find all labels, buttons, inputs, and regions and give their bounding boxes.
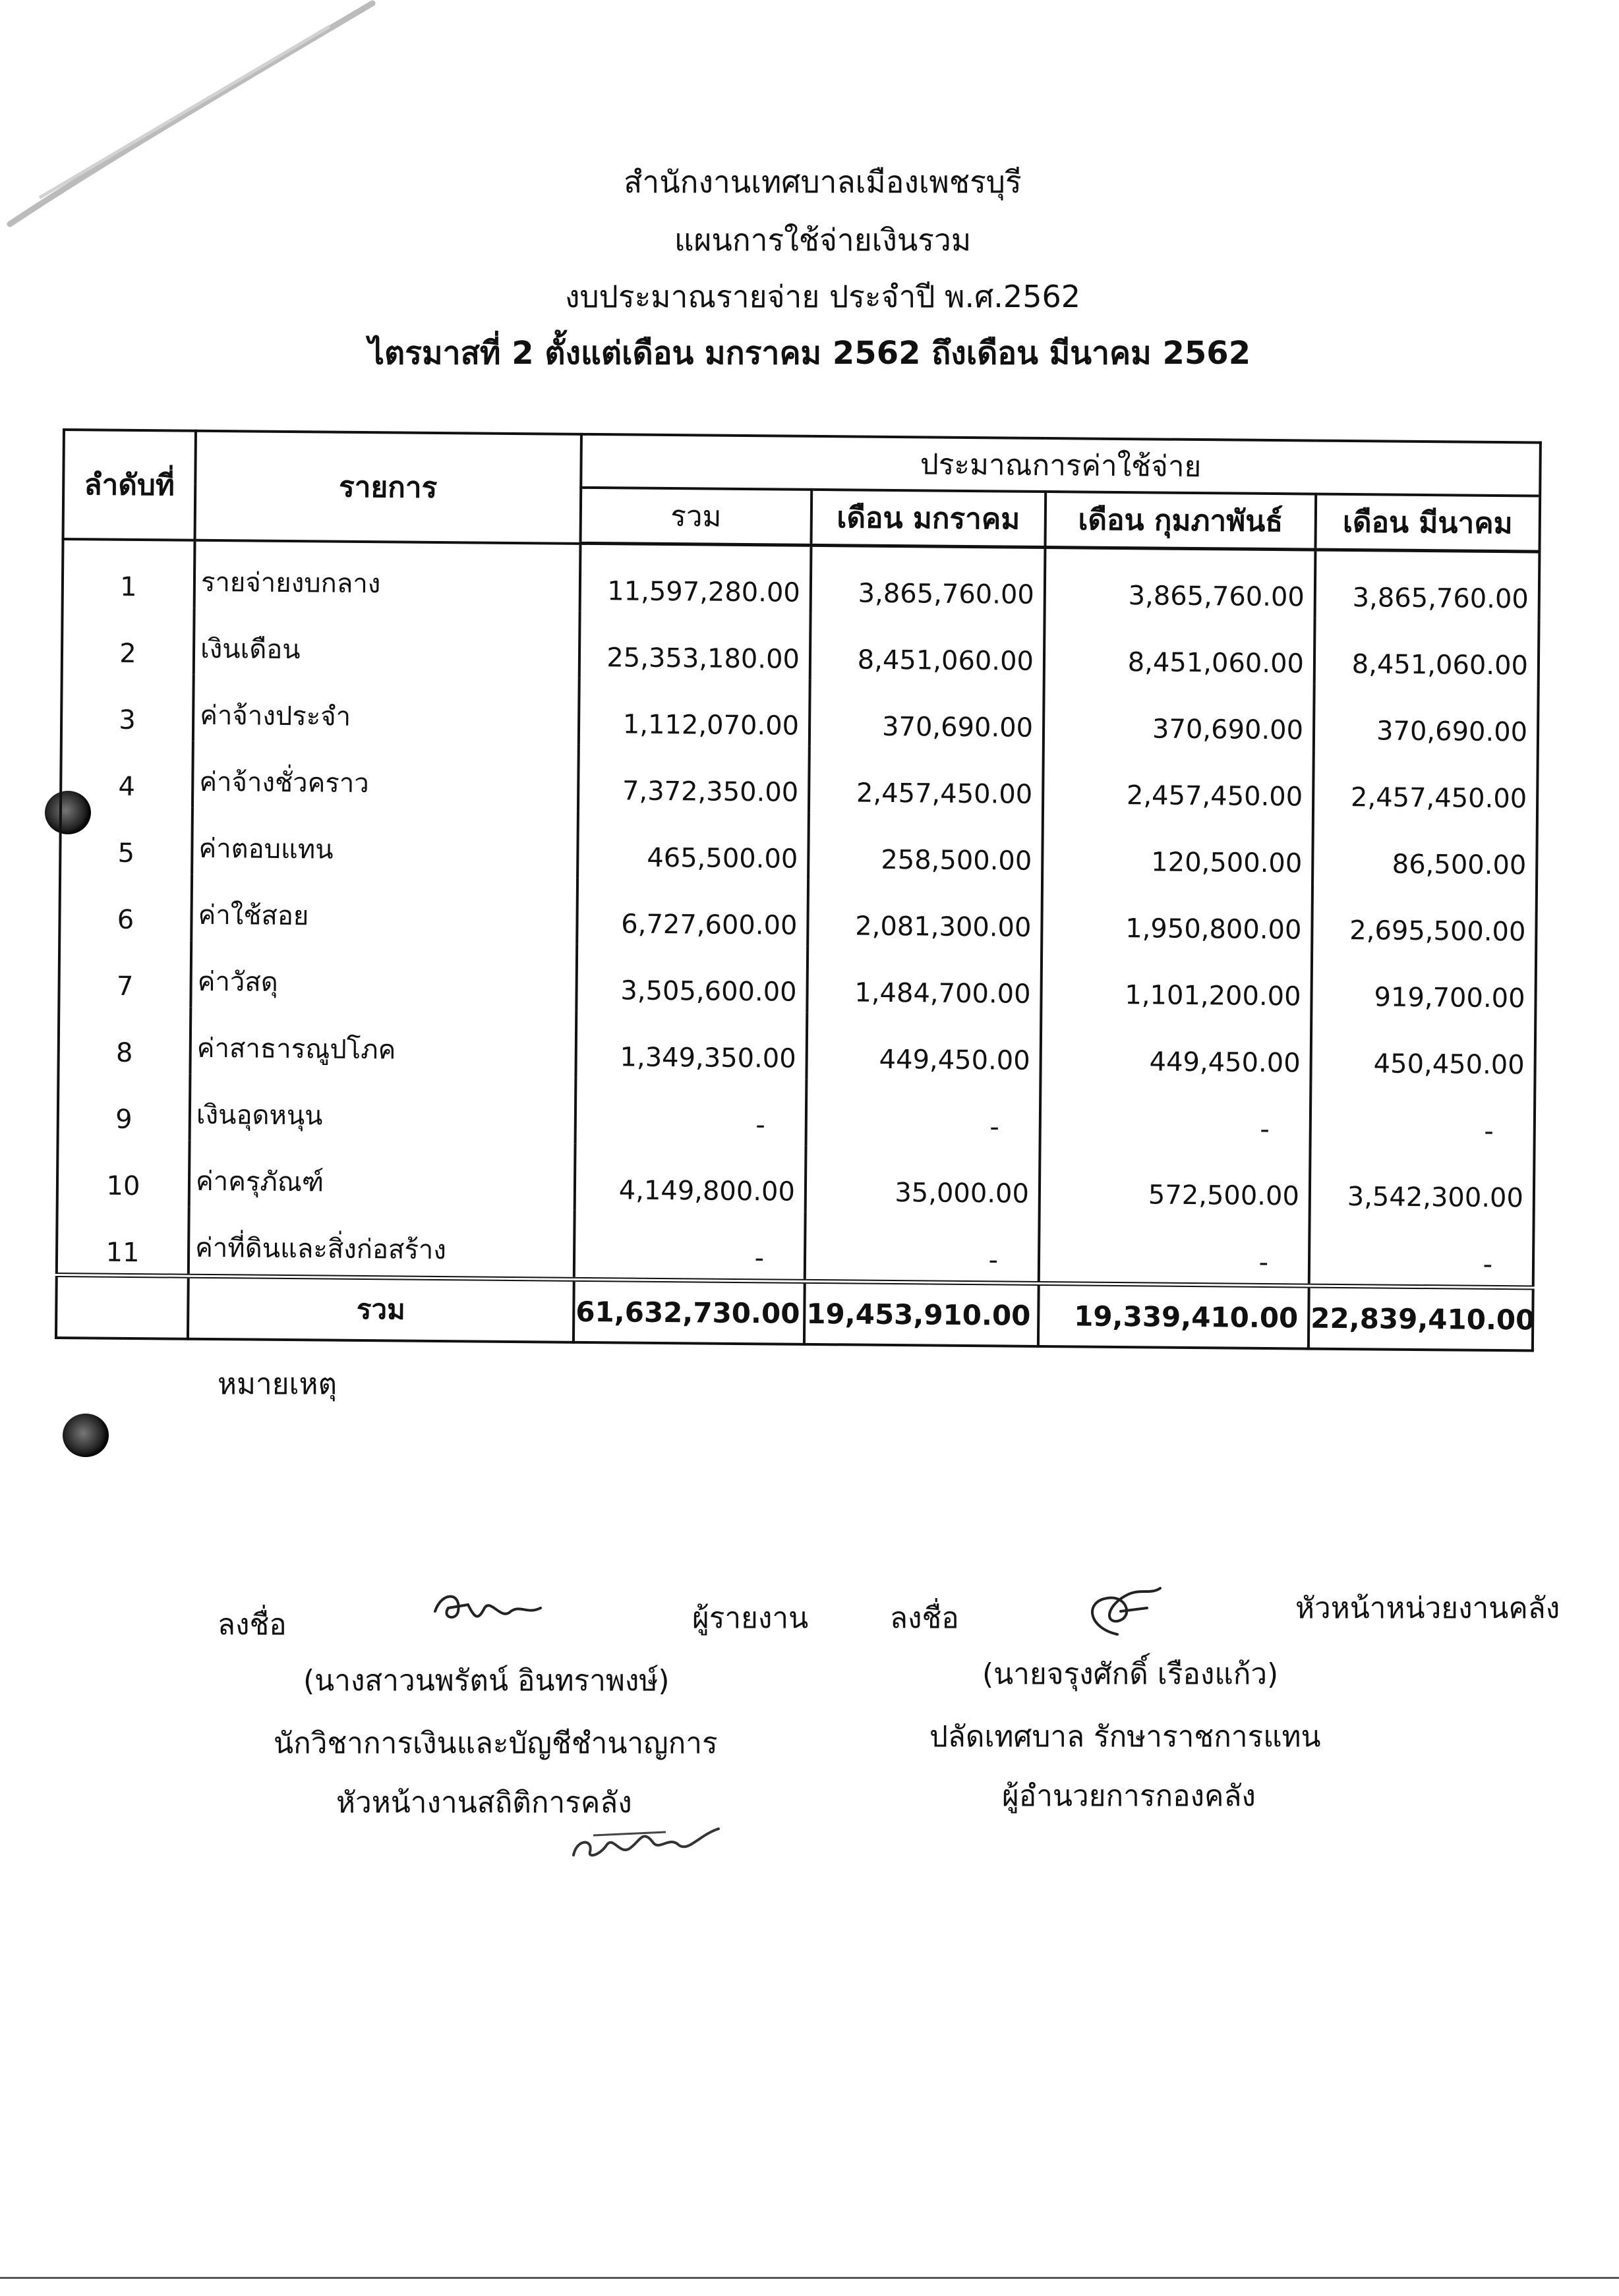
row-feb: 8,451,060.00 [1044, 616, 1315, 685]
col-header-no: ลำดับที่ [63, 430, 196, 540]
row-mar: - [1309, 1217, 1534, 1288]
row-no: 7 [59, 940, 191, 1008]
row-total: 465,500.00 [577, 811, 809, 880]
table-row [57, 1139, 1535, 1219]
office-name: สำนักงานเทศบาลเมืองเพชรบุรี [624, 164, 1022, 200]
row-mar: 3,542,300.00 [1310, 1151, 1535, 1219]
row-jan: 449,450.00 [806, 1013, 1041, 1081]
row-no: 9 [58, 1073, 191, 1141]
row-item: รายจ่ายงบกลาง [194, 540, 581, 612]
row-jan: - [805, 1213, 1040, 1284]
row-no: 4 [61, 740, 193, 808]
plan-title: แผนการใช้จ่ายเงินรวม [674, 222, 972, 258]
table-row [58, 1073, 1535, 1153]
row-no: 5 [60, 807, 192, 875]
left-signature [428, 1585, 547, 1631]
table-row [62, 607, 1539, 687]
row-mar: 2,457,450.00 [1313, 751, 1538, 820]
row-no: 1 [63, 539, 195, 608]
row-no: 3 [61, 674, 194, 741]
row-no: 8 [58, 1006, 191, 1074]
table-row [63, 539, 1540, 620]
sum-jan: 19,453,910.00 [804, 1281, 1039, 1346]
row-jan: 2,457,450.00 [809, 747, 1044, 815]
right-position-1: ปลัดเทศบาล รักษาราชการแทน [929, 1720, 1321, 1754]
row-total: 11,597,280.00 [580, 543, 811, 614]
row-feb: 572,500.00 [1040, 1148, 1310, 1217]
table-row [61, 740, 1538, 820]
sum-feb: 19,339,410.00 [1038, 1283, 1309, 1348]
col-header-item: รายการ [195, 431, 581, 544]
row-feb: 120,500.00 [1042, 815, 1313, 884]
row-mar: 370,690.00 [1314, 685, 1539, 753]
row-item: ค่าตอบแทน [192, 808, 578, 878]
row-mar: 919,700.00 [1311, 951, 1536, 1019]
row-feb: 449,450.00 [1040, 1015, 1311, 1084]
row-feb: 3,865,760.00 [1045, 548, 1316, 618]
row-jan: 370,690.00 [810, 680, 1044, 749]
row-mar: 8,451,060.00 [1314, 618, 1539, 687]
right-sign-label: ลงชื่อ [890, 1601, 959, 1635]
row-item: ค่าครุภัณฑ์ [189, 1141, 575, 1211]
row-feb: 2,457,450.00 [1043, 749, 1314, 818]
row-total: 1,112,070.00 [579, 678, 810, 747]
left-role: ผู้รายงาน [692, 1601, 809, 1635]
row-jan: 258,500.00 [808, 813, 1043, 882]
row-item: ค่าที่ดินและสิ่งก่อสร้าง [189, 1207, 575, 1280]
row-jan: 35,000.00 [806, 1146, 1040, 1215]
table-row [57, 1206, 1534, 1288]
row-jan: 8,451,060.00 [810, 614, 1045, 682]
row-no: 2 [62, 607, 194, 675]
col-header-estimate: ประมาณการค่าใช้จ่าย [581, 434, 1541, 496]
sum-mar: 22,839,410.00 [1309, 1286, 1533, 1350]
row-mar: 3,865,760.00 [1315, 550, 1540, 619]
col-header-jan: เดือน มกราคม [811, 490, 1045, 548]
row-feb: - [1040, 1081, 1311, 1151]
row-total: 7,372,350.00 [578, 745, 810, 813]
table-row [59, 873, 1537, 953]
row-feb: 370,690.00 [1044, 682, 1314, 751]
row-item: ค่าวัสดุ [191, 941, 577, 1011]
row-total: 3,505,600.00 [576, 944, 808, 1013]
sum-total: 61,632,730.00 [574, 1279, 805, 1344]
quarter-period: ไตรมาสที่ 2 ตั้งแต่เดือน มกราคม 2562 ถึงเดือน มีนาคม 2562 [368, 335, 1251, 372]
table-row [59, 940, 1536, 1019]
row-item: ค่าจ้างประจำ [193, 675, 579, 745]
row-item: ค่าใช้สอย [191, 875, 577, 944]
row-mar: 2,695,500.00 [1312, 884, 1537, 953]
row-jan: 2,081,300.00 [808, 880, 1042, 948]
expense-plan-table [55, 428, 1542, 1352]
row-total: 25,353,180.00 [579, 612, 811, 680]
scan-edge-line [0, 2277, 1619, 2279]
left-position-2: หัวหน้างานสถิติการคลัง [336, 1786, 632, 1820]
row-feb: 1,101,200.00 [1041, 948, 1312, 1018]
row-item: เงินอุดหนุน [190, 1074, 576, 1144]
row-mar: 86,500.00 [1312, 818, 1537, 886]
row-item: ค่าจ้างชั่วคราว [192, 741, 579, 811]
left-name: (นางสาวนพรัตน์ อินทราพงษ์) [303, 1664, 670, 1698]
row-total: 4,149,800.00 [575, 1144, 806, 1213]
row-jan: - [806, 1079, 1041, 1148]
row-feb: 1,950,800.00 [1042, 882, 1312, 951]
right-name: (นายจรุงศักดิ์ เรืองแก้ว) [982, 1657, 1279, 1691]
row-item: ค่าสาธารณูปโภค [190, 1008, 576, 1077]
row-total: - [574, 1211, 806, 1282]
right-signature [1081, 1582, 1167, 1641]
row-no: 10 [57, 1139, 190, 1207]
table-total-row [56, 1275, 1533, 1350]
col-header-mar: เดือน มีนาคม [1315, 494, 1540, 552]
row-no: 6 [59, 873, 192, 941]
table-row [61, 674, 1539, 753]
row-mar: 450,450.00 [1310, 1018, 1535, 1086]
row-total: 6,727,600.00 [577, 878, 808, 946]
row-jan: 1,484,700.00 [807, 946, 1042, 1015]
col-header-feb: เดือน กุมภาพันธ์ [1045, 492, 1316, 550]
row-item: เงินเดือน [194, 608, 580, 678]
table-row [58, 1006, 1535, 1086]
table-row [60, 807, 1537, 886]
left-position-1: นักวิชาการเงินและบัญชีชำนาญการ [274, 1727, 718, 1760]
budget-year: งบประมาณรายจ่าย ประจำปี พ.ศ.2562 [565, 279, 1080, 314]
left-sign-label: ลงชื่อ [218, 1608, 287, 1642]
right-position-2: ผู้อำนวยการกองคลัง [1002, 1779, 1256, 1813]
row-no: 11 [57, 1206, 189, 1276]
row-jan: 3,865,760.00 [811, 545, 1045, 616]
remark-label: หมายเหตุ [218, 1367, 338, 1401]
row-total: 1,349,350.00 [575, 1011, 807, 1079]
initials-signature [567, 1816, 725, 1868]
punch-hole-bottom [63, 1414, 109, 1457]
row-feb: - [1039, 1215, 1310, 1286]
right-role: หัวหน้าหน่วยงานคลัง [1295, 1592, 1560, 1625]
total-label: รวม [188, 1276, 574, 1342]
row-mar: - [1310, 1084, 1535, 1153]
col-header-total: รวม [581, 488, 812, 546]
row-total: - [575, 1077, 807, 1146]
